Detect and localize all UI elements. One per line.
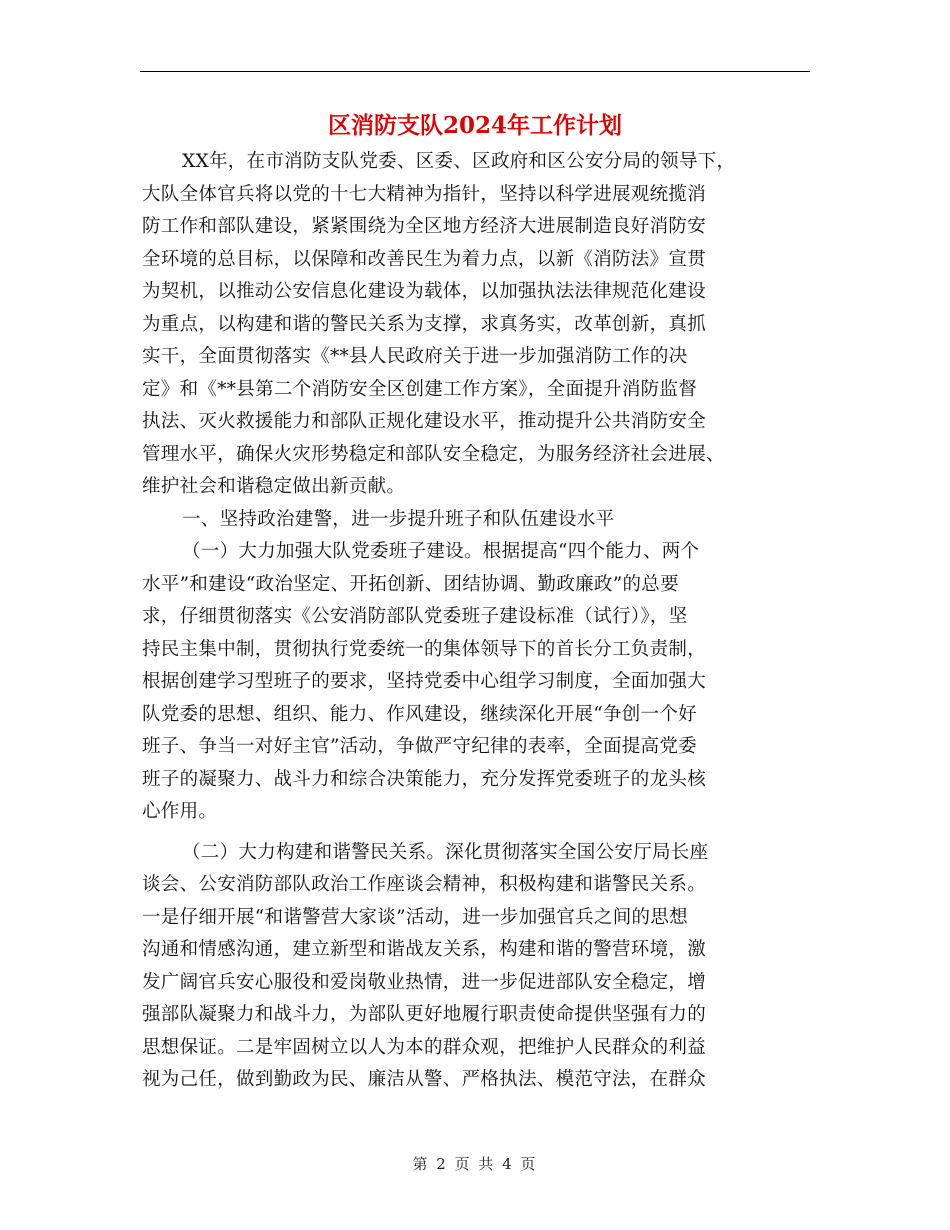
text-line: 执法、灭火救援能力和部队正规化建设水平，推动提升公共消防安全 [142, 411, 707, 432]
text-line: 大队全体官兵将以党的十七大精神为指针，坚持以科学进展观统揽消 [142, 183, 707, 205]
text-line: 班子、争当一对好主官”活动，争做严守纪律的表率，全面提高党委 [142, 736, 697, 757]
text-line: 发广阔官兵安心服役和爱岗敬业热情，进一步促进部队安全稳定，增 [142, 971, 707, 993]
paragraph-spacer [142, 829, 802, 837]
paragraph [142, 837, 802, 1097]
text-line: 管理水平，确保火灾形势稳定和部队安全稳定，为服务经济社会进展、 [142, 443, 725, 465]
page-footer: 第 2 页 共 4 页 [412, 1155, 538, 1173]
text-line: 谈会、公安消防部队政治工作座谈会精神，积极构建和谐警民关系。 [142, 874, 707, 895]
text-line: 定》和《**县第二个消防安全区创建工作方案》，全面提升消防监督 [142, 378, 698, 400]
text-line: 持民主集中制，贯彻执行党委统一的集体领导下的首长分工负责制， [142, 638, 707, 660]
text-line: 水平”和建设“政治坚定、开拓创新、团结协调、勤政廉政”的总要 [142, 573, 679, 595]
paragraph [142, 146, 802, 504]
text-line: 一、坚持政治建警，进一步提升班子和队伍建设水平 [182, 508, 615, 530]
text-line: 防工作和部队建设，紧紧围绕为全区地方经济大进展制造良好消防安 [142, 216, 707, 237]
text-line: 实干，全面贯彻落实《**县人民政府关于进一步加强消防工作的决 [142, 346, 688, 367]
text-line: 心作用。 [142, 801, 218, 822]
text-line: （二）大力构建和谐警民关系。深化贯彻落实全国公安厅局长座 [182, 841, 709, 863]
text-line: 维护社会和谐稳定做出新贡献。 [142, 476, 406, 497]
header-rule [140, 71, 810, 72]
document-title: 区消防支队2024年工作计划 [327, 112, 622, 139]
text-line: 强部队凝聚力和战斗力，为部队更好地履行职责使命提供坚强有力的 [142, 1004, 707, 1025]
text-line: 班子的凝聚力、战斗力和综合决策能力，充分发挥党委班子的龙头核 [142, 768, 707, 790]
text-line: 沟通和情感沟通，建立新型和谐战友关系，构建和谐的警营环境，激 [142, 939, 707, 960]
text-line: （一）大力加强大队党委班子建设。根据提高“四个能力、两个 [182, 541, 700, 562]
paragraph [142, 536, 802, 829]
text-line: 一是仔细开展“和谐警营大家谈”活动，进一步加强官兵之间的思想 [142, 906, 688, 928]
text-line: 视为己任，做到勤政为民、廉洁从警、严格执法、模范守法，在群众 [142, 1069, 707, 1090]
text-line: 思想保证。二是牢固树立以人为本的群众观，把维护人民群众的利益 [142, 1036, 707, 1058]
text-line: 队党委的思想、组织、能力、作风建设，继续深化开展“争创一个好 [142, 703, 697, 725]
text-line: 根据创建学习型班子的要求，坚持党委中心组学习制度，全面加强大 [142, 671, 707, 692]
text-line: XX年，在市消防支队党委、区委、区政府和区公安分局的领导下， [182, 151, 736, 172]
text-line: 为契机，以推动公安信息化建设为载体，以加强执法法律规范化建设 [142, 281, 707, 302]
text-line: 全环境的总目标，以保障和改善民生为着力点，以新《消防法》宣贯 [142, 248, 707, 270]
document-body [142, 146, 802, 1097]
text-line: 求，仔细贯彻落实《公安消防部队党委班子建设标准（试行）》，坚 [142, 606, 688, 627]
paragraph [142, 504, 802, 537]
text-line: 为重点，以构建和谐的警民关系为支撑，求真务实，改革创新，真抓 [142, 313, 707, 335]
